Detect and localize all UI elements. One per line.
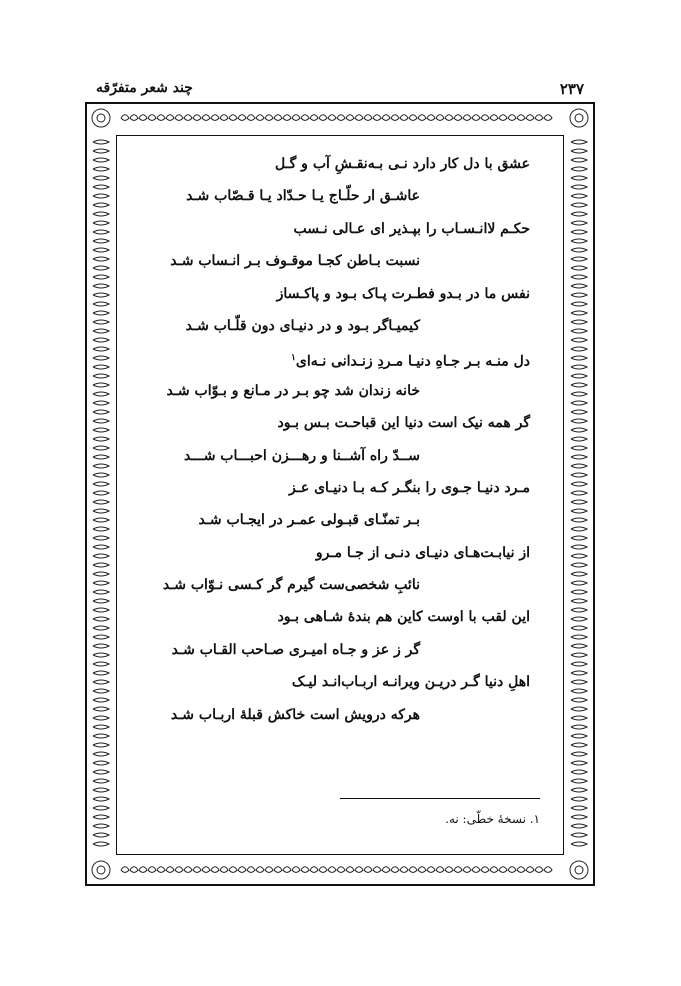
poem-line — [150, 278, 530, 310]
poem-line-text: نائبِ شخصی‌ست گیرم گر کـسی نـوّاب شـد — [162, 577, 420, 594]
poem-line — [150, 569, 530, 601]
poem-line-text: این لقب با اوست کاین هم بندۀ شـاهی بـود — [277, 609, 530, 626]
poem-line-text: گر ز عز و جـاه امیـری صـاحب القـاب شـد — [171, 641, 420, 658]
poem-line-text: نسبت بـاطن کجـا موقـوف بـر انـساب شـد — [170, 253, 420, 270]
poem-line — [150, 601, 530, 633]
poem-line — [150, 375, 530, 407]
page-number: ۲۳۷ — [559, 80, 584, 98]
poem-line-text: نفس ما در بـدو فطـرت پـاک بـود و پاکـساز — [276, 285, 530, 302]
poem-line-text: مـرد دنیـا جـوی را بنگـر کـه بـا دنیـای عـز — [289, 479, 530, 496]
poem-line — [150, 342, 530, 374]
poem-line-text: هرکه درویش است خاکش قبلۀ اربـاب شـد — [170, 706, 420, 723]
poem-line-text: خانه زندان شد چو بـر در مـانع و بـوّاب شـد — [166, 382, 420, 399]
poem-line-text: اهلِ دنیا گـر دریـن ویرانـه اربـاب‌انـد لیـک — [291, 674, 530, 691]
poem-line — [150, 310, 530, 342]
poem-line-text: ســدّ راه آشــنا و رهـــزن احبـــاب شـــد — [184, 447, 420, 464]
poem-line — [150, 407, 530, 439]
poem-line-text: دل منـه بـر جـاهِ دنیـا مـردِ زنـدانی نـه‌ای — [295, 354, 530, 370]
page-header — [96, 80, 584, 102]
poem-line — [150, 504, 530, 536]
poem-line — [150, 245, 530, 277]
poem-line — [150, 666, 530, 698]
poem-line — [150, 180, 530, 212]
poem-line — [150, 634, 530, 666]
poem-line-text: کیمیـاگر بـود و در دنیـای دون قلّـاب شـد — [185, 317, 420, 334]
poem-line — [150, 148, 530, 180]
poem-line-text: حکـم لاانـسـاب را بپـذیر ای عـالی نـسب — [293, 220, 530, 237]
poem-line-text: عشق با دل کار دارد نـی بـه‌نقـشِ آب و گـل — [274, 156, 530, 172]
poem-line — [150, 699, 530, 731]
footnote-rule — [340, 798, 540, 799]
poem-line — [150, 472, 530, 504]
poem-line-text: بـر تمنّـای قبـولی عمـر در ایجـاب شـد — [198, 512, 420, 529]
poem-line — [150, 537, 530, 569]
poem-line — [150, 440, 530, 472]
poem-line-text: گر همه نیک است دنیا این قباحـت بـس بـود — [277, 415, 530, 432]
footnote: ۱. نسخهٔ خطّی: نه. — [445, 812, 540, 826]
footnote-marker: ۱ — [291, 353, 296, 364]
running-title: چند شعر متفرّقه — [96, 80, 193, 96]
poem-line-text: از نیابـت‌هـای دنیـای دنـی از جـا مـرو — [315, 544, 530, 561]
poem-line — [150, 213, 530, 245]
poem-line-text: عاشـق ار حلّـاج یـا حـدّاد یـا قـصّاب شـد — [186, 188, 420, 205]
poem-body — [150, 148, 530, 731]
